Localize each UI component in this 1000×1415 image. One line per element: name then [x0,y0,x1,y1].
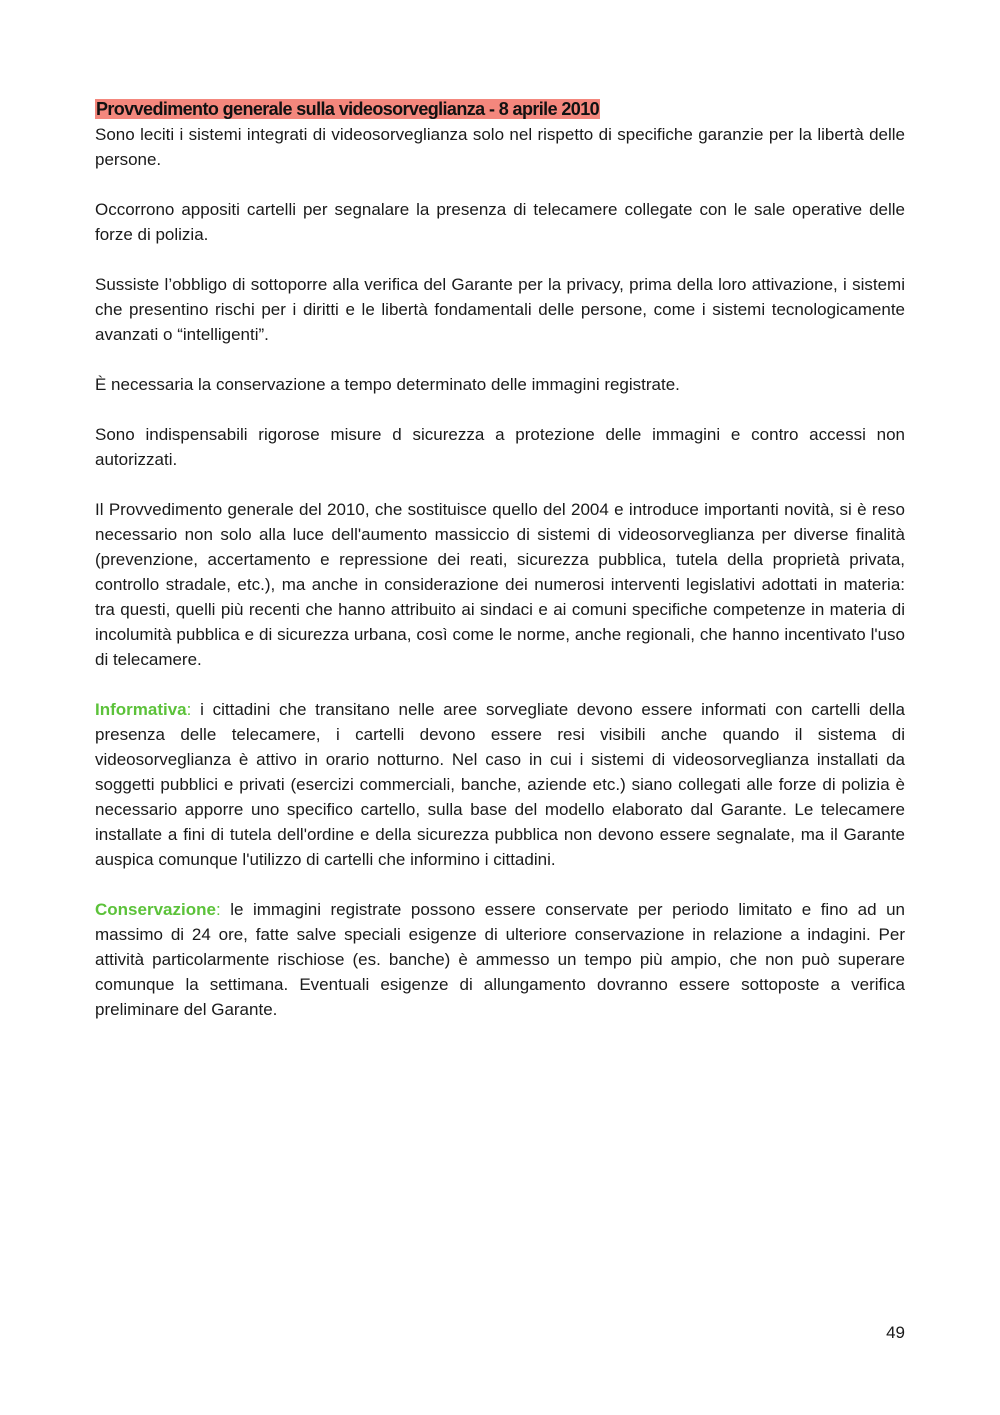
informativa-colon: : [186,700,192,719]
conservazione-text: le immagini registrate possono essere conservate per periodo limitato e fino ad un massimo di 24 ore, fatte salve speciali esigenze di ulteriore conservazione in relazione a indagini. Per attività particolarmente rischiose (es. banche) è ammesso un tempo più ampio, che non può superare comunque la settimana. Eventuali esigenze di allungamento dovranno essere sottoposte a verifica preliminare del Garante. [95,900,905,1019]
paragraph-cartelli: Occorrono appositi cartelli per segnalare la presenza di telecamere collegate con le sale operative delle forze di polizia. [95,200,905,244]
title-line [95,96,905,122]
informativa-label: Informativa [95,700,187,719]
conservazione-label: Conservazione [95,900,216,919]
section-conservazione [95,897,905,1022]
page-number: 49 [886,1323,905,1342]
document-title: Provvedimento generale sulla videosorveglianza - 8 aprile 2010 [96,99,600,119]
section-informativa [95,697,905,872]
conservazione-colon: : [215,900,221,919]
document-page [95,96,905,1047]
paragraph-sistemi-integrati: Sono leciti i sistemi integrati di videosorveglianza solo nel rispetto di specifiche garanzie per la libertà delle persone. [95,125,905,169]
paragraph-provvedimento-2010: Il Provvedimento generale del 2010, che sostituisce quello del 2004 e introduce importanti novità, si è reso necessario non solo alla luce dell'aumento massiccio di sistemi di videosorveglianza per diverse finalità (prevenzione, accertamento e repressione dei reati, sicurezza pubblica, tutela della proprietà privata, controllo stradale, etc.), ma anche in considerazione dei numerosi interventi legislativi adottati in materia: tra questi, quelli più recenti che hanno attribuito ai sindaci e ai comuni specifiche competenze in materia di incolumità pubblica e di sicurezza urbana, così come le norme, anche regionali, che hanno incentivato l'uso di telecamere. [95,500,905,669]
paragraph-obbligo-verifica: Sussiste l’obbligo di sottoporre alla verifica del Garante per la privacy, prima della loro attivazione, i sistemi che presentino rischi per i diritti e le libertà fondamentali delle persone, come i sistemi tecnologicamente avanzati o “intelligenti”. [95,275,905,344]
paragraph-conservazione-tempo: È necessaria la conservazione a tempo determinato delle immagini registrate. [95,375,680,394]
paragraph-misure-sicurezza: Sono indispensabili rigorose misure d sicurezza a protezione delle immagini e contro accessi non autorizzati. [95,425,905,469]
informativa-text: i cittadini che transitano nelle aree sorvegliate devono essere informati con cartelli della presenza delle telecamere, i cartelli devono essere resi visibili anche quando il sistema di videosorveglianza è attivo in orario notturno. Nel caso in cui i sistemi di videosorveglianza installati da soggetti pubblici e privati (esercizi commerciali, banche, aziende etc.) siano collegati alle forze di polizia è necessario apporre uno specifico cartello, sulla base del modello elaborato dal Garante. Le telecamere installate a fini di tutela dell'ordine e della sicurezza pubblica non devono essere segnalate, ma il Garante auspica comunque l'utilizzo di cartelli che informino i cittadini. [95,700,905,869]
